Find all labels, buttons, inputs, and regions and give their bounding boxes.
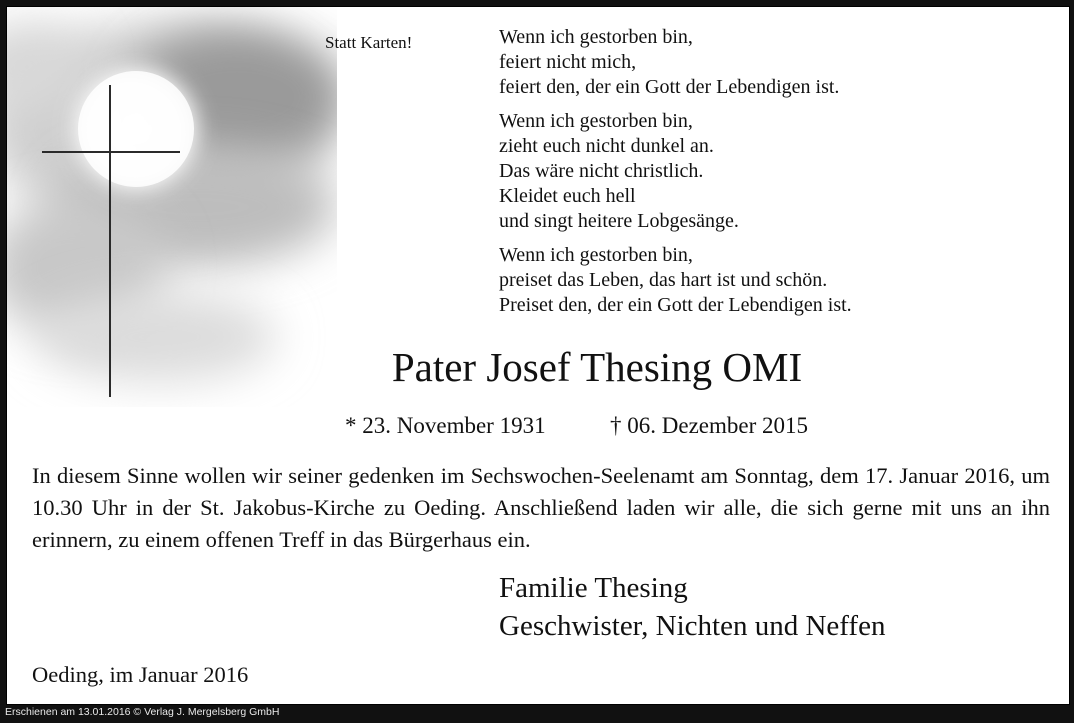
cloud-shading: [7, 22, 337, 382]
poem-line: feiert nicht mich,: [499, 51, 637, 73]
poem-line: Kleidet euch hell: [499, 185, 636, 207]
poem-line: Wenn ich gestorben bin,: [499, 110, 693, 132]
poem-line: Preiset den, der ein Gott der Lebendigen ist.: [499, 294, 852, 316]
poem-line: zieht euch nicht dunkel an.: [499, 135, 714, 157]
death-date: † 06. Dezember 2015: [610, 413, 808, 438]
poem-stanza-2: [499, 109, 852, 234]
memorial-service-text: In diesem Sinne wollen wir seiner gedenken im Sechswochen-Seelenamt am Sonntag, dem 17. Januar 2016, um 10.30 Uhr in der St. Jakobus-Kirche zu Oeding. Anschließend laden wir alle, die sich gerne mit uns an ihn erinnern, zu einem offenen Treff in das Bürgerhaus ein.: [32, 463, 1050, 552]
poem-line: feiert den, der ein Gott der Lebendigen ist.: [499, 76, 840, 98]
statt-karten-label: Statt Karten!: [325, 33, 413, 52]
poem-line: und singt heitere Lobgesänge.: [499, 210, 739, 232]
family-line: Familie Thesing: [499, 572, 688, 604]
poem-line: Wenn ich gestorben bin,: [499, 244, 693, 266]
family-line: Geschwister, Nichten und Neffen: [499, 610, 886, 642]
deceased-name: Pater Josef Thesing OMI: [391, 344, 803, 390]
poem-stanza-1: [499, 25, 852, 100]
publication-footer: Erschienen am 13.01.2016 © Verlag J. Mergelsberg GmbH: [5, 706, 280, 718]
family-signature: [499, 569, 885, 645]
poem: [499, 25, 852, 327]
poem-line: preiset das Leben, das hart ist und schön.: [499, 269, 828, 291]
poem-line: Wenn ich gestorben bin,: [499, 26, 693, 48]
obituary-card: [6, 6, 1070, 705]
poem-line: Das wäre nicht christlich.: [499, 160, 704, 182]
place-date: Oeding, im Januar 2016: [32, 662, 249, 687]
poem-stanza-3: [499, 243, 852, 318]
birth-date: * 23. November 1931: [345, 413, 546, 438]
